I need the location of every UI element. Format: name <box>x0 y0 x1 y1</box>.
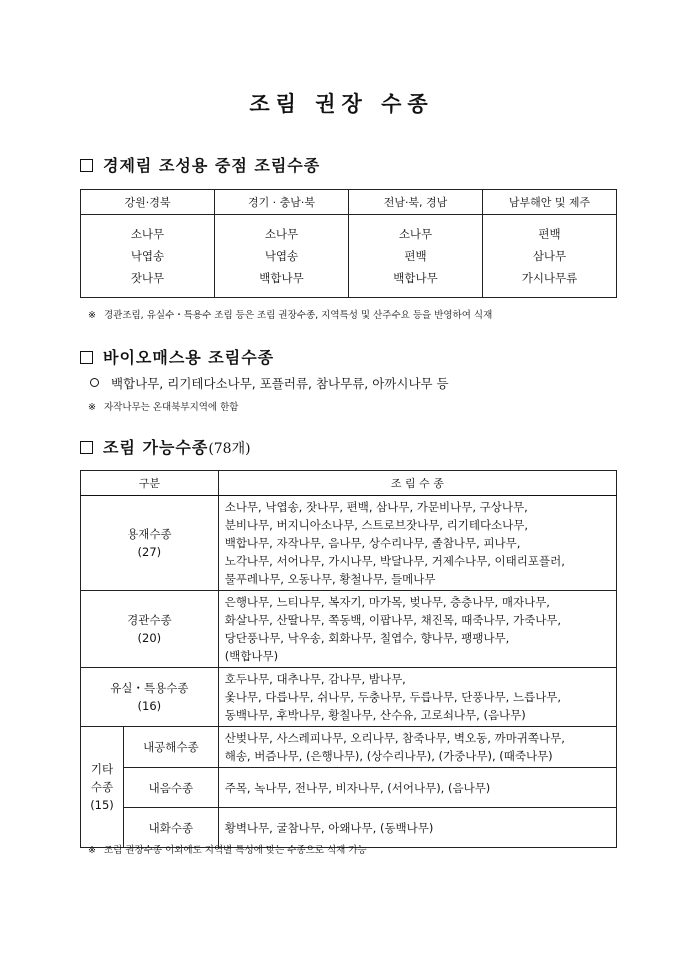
note <box>88 399 239 413</box>
page-title: 조림 권장 수종 <box>249 91 434 116</box>
species-line: 주목, 녹나무, 전나무, 비자나무, (서어나무), (음나무) <box>224 780 491 795</box>
note <box>88 307 492 321</box>
category-cell <box>81 668 219 727</box>
note-text: 자작나무는 온대북부지역에 한함 <box>103 402 239 413</box>
note-text: 조림 권장수종 이외에도 지역별 특성에 맞는 수종으로 식재 가능 <box>103 845 367 856</box>
section-heading-text: 경제림 조성용 중점 조림수종 <box>103 156 321 175</box>
column-header: 강원·경북 <box>81 190 215 215</box>
species-line: 당단풍나무, 낙우송, 회화나무, 칠엽수, 향나무, 팽팽나무, <box>224 631 510 645</box>
species-line: 노각나무, 서어나무, 가시나무, 박달나무, 거제수나무, 이태리포플러, <box>224 554 565 568</box>
possible-species-table <box>80 470 617 848</box>
species-line: 은행나무, 느티나무, 복자기, 마가목, 벚나무, 층층나무, 매자나무, <box>224 595 550 609</box>
economic-forest-table <box>80 189 617 298</box>
note-mark: ※ <box>88 402 96 413</box>
column-header-category: 구분 <box>81 471 219 496</box>
species-line: 소나무, 낙엽송, 잣나무, 편백, 삼나무, 가문비나무, 구상나무, <box>224 500 528 514</box>
column-header: 남부해안 및 제주 <box>483 190 617 215</box>
species-list <box>218 727 616 768</box>
section-heading-possible <box>80 435 251 458</box>
subcategory-cell: 내음수종 <box>124 768 219 808</box>
species-line: 물푸레나무, 오동나무, 황철나무, 들메나무 <box>224 572 436 586</box>
category-count: (20) <box>137 631 162 645</box>
table-cell <box>81 215 215 298</box>
species: 소나무 <box>130 227 165 241</box>
bullet-text: 백합나무, 리기테다소나무, 포플러류, 참나무류, 아까시나무 등 <box>111 376 449 391</box>
species: 편백 <box>404 249 427 263</box>
species-line: 황벽나무, 굴참나무, 아왜나무, (동백나무) <box>224 820 434 835</box>
species-line: 분비나무, 버지니아소나무, 스트로브잣나무, 리기테다소나무, <box>224 518 529 532</box>
category-label: 수종 <box>90 780 114 794</box>
note <box>88 842 367 856</box>
category-count: (27) <box>137 545 162 559</box>
category-cell-other <box>81 727 124 848</box>
category-cell <box>81 591 219 668</box>
species-list <box>218 591 616 668</box>
species-line: 해송, 버즘나무, (은행나무), (상수리나무), (가중나무), (때죽나무) <box>224 749 553 763</box>
species: 편백 <box>538 227 561 241</box>
subcategory-cell: 내공해수종 <box>124 727 219 768</box>
circle-bullet-icon <box>90 378 99 387</box>
table-cell <box>215 215 349 298</box>
table-cell <box>483 215 617 298</box>
category-label: 유실・특용수종 <box>110 681 189 695</box>
note-mark: ※ <box>88 845 96 856</box>
species-list <box>218 768 616 808</box>
species-count: (78개) <box>208 441 251 457</box>
species: 백합나무 <box>393 271 438 285</box>
note-mark: ※ <box>88 310 96 321</box>
section-heading-text: 조림 가능수종 <box>103 438 209 457</box>
species-line: 동백나무, 후박나무, 황칠나무, 산수유, 고로쇠나무, (음나무) <box>224 708 526 722</box>
column-header: 전남·북, 경남 <box>349 190 483 215</box>
note-text: 경관조림, 유실수・특용수 조림 등은 조림 권장수종, 지역특성 및 산주수요 등을 반영하여 식재 <box>103 310 493 321</box>
species: 잣나무 <box>130 271 165 285</box>
species-line: 옻나무, 다릅나무, 쉬나무, 두충나무, 두릅나무, 단풍나무, 느릅나무, <box>224 690 562 704</box>
square-bullet-icon <box>80 441 93 454</box>
category-count: (16) <box>137 699 162 713</box>
species: 낙엽송 <box>264 249 299 263</box>
category-cell <box>81 496 219 591</box>
species-line: 호두나무, 대추나무, 감나무, 밤나무, <box>224 672 406 686</box>
species: 백합나무 <box>259 271 304 285</box>
species: 소나무 <box>264 227 299 241</box>
species: 가시나무류 <box>521 271 578 285</box>
species-line: (백합나무) <box>224 649 279 663</box>
biomass-bullet <box>90 374 449 392</box>
section-heading-economic <box>80 153 320 176</box>
species-line: 백합나무, 자작나무, 음나무, 상수리나무, 졸참나무, 피나무, <box>224 536 521 550</box>
table-cell <box>349 215 483 298</box>
species: 삼나무 <box>532 249 567 263</box>
species-list <box>218 668 616 727</box>
section-heading-biomass <box>80 345 274 368</box>
subcategory-cell: 내화수종 <box>124 808 219 848</box>
category-label: 용재수종 <box>127 527 172 541</box>
species: 소나무 <box>398 227 433 241</box>
square-bullet-icon <box>80 351 93 364</box>
column-header-species: 조 림 수 종 <box>218 471 616 496</box>
square-bullet-icon <box>80 159 93 172</box>
species-line: 산벚나무, 사스레피나무, 오리나무, 참죽나무, 벽오동, 까마귀쪽나무, <box>224 731 565 745</box>
section-heading-text: 바이오매스용 조림수종 <box>103 348 275 367</box>
species-line: 화살나무, 산딸나무, 쪽동백, 이팝나무, 채진목, 때죽나무, 가죽나무, <box>224 613 562 627</box>
species: 낙엽송 <box>130 249 165 263</box>
column-header: 경기 · 충남·북 <box>215 190 349 215</box>
species-list <box>218 496 616 591</box>
category-label: 기타 <box>90 762 114 776</box>
category-label: 경관수종 <box>127 613 172 627</box>
category-count: (15) <box>90 798 114 812</box>
